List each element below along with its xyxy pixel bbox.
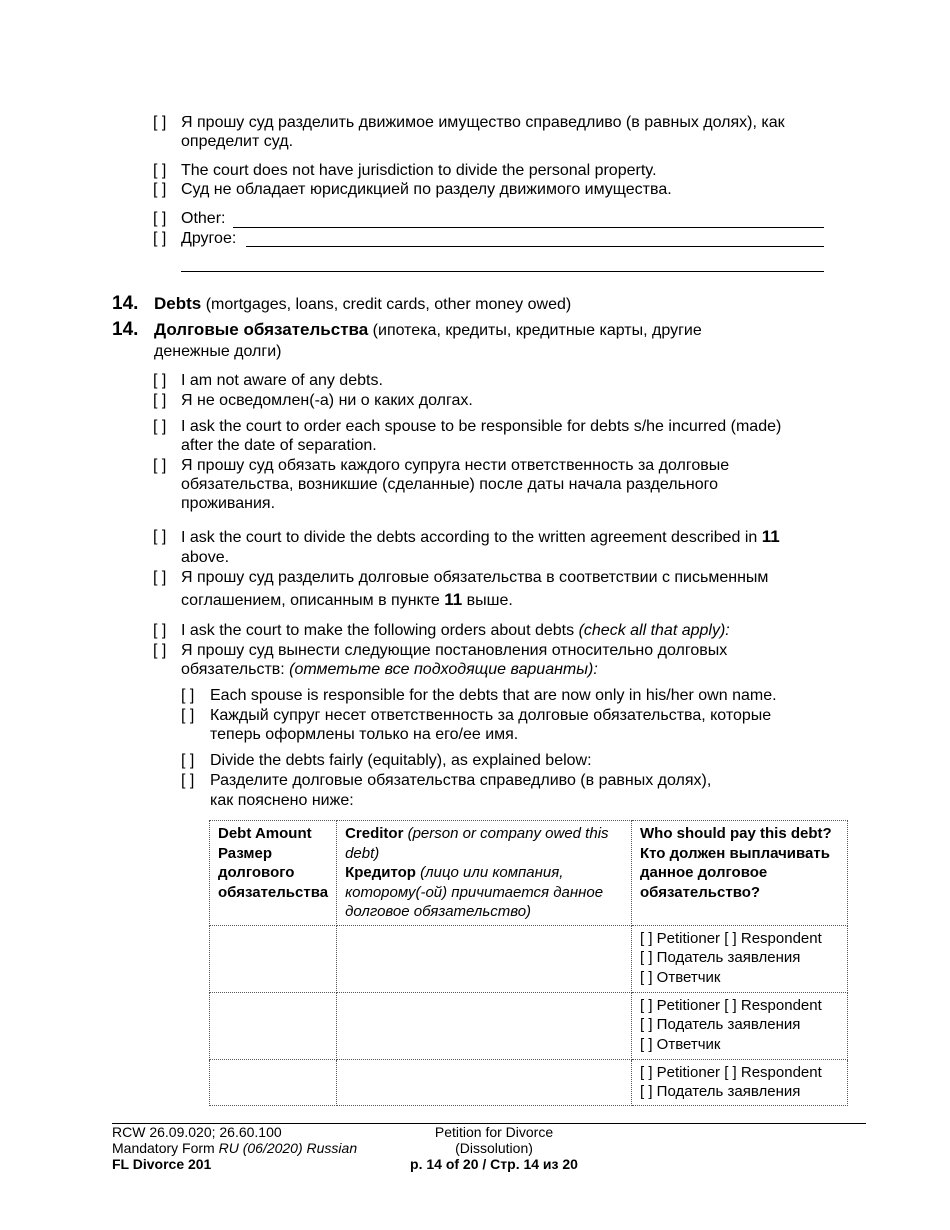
footer-page-number: p. 14 of 20 / Стр. 14 из 20 bbox=[410, 1156, 578, 1172]
agreement-ref-en: 11 bbox=[761, 527, 780, 546]
table-row bbox=[210, 1059, 848, 1105]
orders-en-note: (check all that apply): bbox=[578, 622, 730, 639]
agreement-ref-ru: 11 bbox=[444, 590, 463, 609]
orders-ru-text: обязательств: bbox=[181, 661, 285, 678]
header-creditor-ru-note: (лицо или компания, которому(-ой) причитается данное долговое обязательство) bbox=[345, 864, 604, 920]
creditor-cell[interactable] bbox=[337, 925, 632, 992]
each-spouse-ru-line2: обязательства, возникшие (сделанные) после даты начала раздельного bbox=[181, 476, 719, 493]
agreement-ru-text: соглашением, описанным в пункте bbox=[181, 592, 440, 609]
section-14-title-ru-bold: Долговые обязательства bbox=[154, 320, 369, 339]
other-label-en: Other: bbox=[181, 210, 226, 227]
agreement-en-line1 bbox=[181, 527, 780, 548]
debt-amount-cell[interactable] bbox=[210, 992, 337, 1059]
section-14-title-en-bold: Debts bbox=[154, 294, 202, 313]
header-who-pays-line3: данное долговое bbox=[640, 864, 768, 881]
orders-ru-line2 bbox=[181, 660, 598, 680]
checkbox-orders-en[interactable]: [ ] bbox=[153, 622, 167, 639]
header-debt-amount-line4: обязательства bbox=[218, 883, 329, 901]
footer-rcw: RCW 26.09.020; 26.60.100 bbox=[112, 1124, 282, 1140]
each-spouse-ru-line3: проживания. bbox=[181, 495, 276, 512]
agreement-ru-line2 bbox=[181, 590, 513, 611]
creditor-cell[interactable] bbox=[337, 992, 632, 1059]
other-input-extra-line[interactable] bbox=[181, 271, 824, 272]
each-spouse-ru-line1: Я прошу суд обязать каждого супруга нести ответственность за долговые bbox=[181, 457, 730, 474]
orders-ru-line1: Я прошу суд вынести следующие постановления относительно долговых bbox=[181, 642, 728, 659]
checkbox-other-en[interactable]: [ ] bbox=[153, 210, 167, 227]
agreement-en-line2: above. bbox=[181, 549, 230, 566]
other-input-en[interactable] bbox=[233, 227, 824, 228]
no-jurisdiction-ru: Суд не обладает юрисдикцией по разделу движимого имущества. bbox=[181, 181, 672, 198]
debt-table bbox=[209, 820, 848, 1106]
own-name-ru-line1: Каждый супруг несет ответственность за долговые обязательства, которые bbox=[210, 707, 772, 724]
section-14-number-en: 14. bbox=[112, 293, 139, 314]
divide-fairly-ru-line1: Разделите долговые обязательства справедливо (в равных долях), bbox=[210, 772, 712, 789]
divide-fairly-ru-line2: как пояснено ниже: bbox=[210, 792, 354, 809]
debt-amount-cell[interactable] bbox=[210, 925, 337, 992]
own-name-ru-line2: теперь оформлены только на его/ее имя. bbox=[210, 726, 519, 743]
header-who-pays-line2: Кто должен выплачивать bbox=[640, 844, 830, 862]
checkbox-each-spouse-ru[interactable]: [ ] bbox=[153, 457, 167, 474]
who-pays-cell bbox=[632, 992, 848, 1059]
checkbox-orders-ru[interactable]: [ ] bbox=[153, 642, 167, 659]
divide-fairly-en: Divide the debts fairly (equitably), as explained below: bbox=[210, 752, 592, 769]
header-creditor-en: Creditor bbox=[345, 825, 404, 842]
header-debt-amount-line2: Размер bbox=[218, 844, 273, 862]
footer-mandatory-version: RU (06/2020) Russian bbox=[218, 1140, 358, 1156]
section-14-title-ru bbox=[154, 319, 702, 342]
option-petitioner-ru[interactable]: [ ] Податель заявления bbox=[640, 1016, 801, 1033]
section-14-subtitle-en: (mortgages, loans, credit cards, other money owed) bbox=[205, 296, 572, 313]
footer-mandatory-text: Mandatory Form bbox=[112, 1140, 215, 1156]
footer-left bbox=[112, 1124, 357, 1172]
other-label-ru: Другое: bbox=[181, 230, 237, 247]
section-14-subtitle-ru-line2: денежные долги) bbox=[154, 343, 282, 360]
agreement-ru-line1: Я прошу суд разделить долговые обязательства в соответствии с письменным bbox=[181, 569, 769, 586]
checkbox-no-jurisdiction-ru[interactable]: [ ] bbox=[153, 181, 167, 198]
table-row bbox=[210, 992, 848, 1059]
orders-en bbox=[181, 621, 730, 641]
section-14-subtitle-ru-line1: (ипотека, кредиты, кредитные карты, другие bbox=[372, 322, 702, 339]
checkbox-own-name-en[interactable]: [ ] bbox=[181, 687, 195, 704]
checkbox-own-name-ru[interactable]: [ ] bbox=[181, 707, 195, 724]
orders-ru-note: (отметьте все подходящие варианты): bbox=[289, 661, 598, 678]
checkbox-divide-fairly-ru[interactable]: [ ] bbox=[181, 772, 195, 789]
header-who-pays-line4: обязательство? bbox=[640, 883, 761, 901]
who-pays-cell bbox=[632, 1059, 848, 1105]
table-row bbox=[210, 925, 848, 992]
option-respondent-ru[interactable]: [ ] Ответчик bbox=[640, 1035, 721, 1053]
checkbox-not-aware-en[interactable]: [ ] bbox=[153, 372, 167, 389]
checkbox-agreement-en[interactable]: [ ] bbox=[153, 528, 167, 545]
divide-property-ru-line2: определит суд. bbox=[181, 133, 294, 150]
debt-table-header bbox=[210, 821, 848, 926]
not-aware-en: I am not aware of any debts. bbox=[181, 372, 383, 389]
option-petitioner-ru[interactable]: [ ] Податель заявления bbox=[640, 1083, 801, 1100]
header-who-pays-line1: Who should pay this debt? bbox=[640, 825, 832, 842]
section-14-title-en bbox=[154, 293, 571, 316]
header-debt-amount-line1: Debt Amount bbox=[218, 825, 312, 842]
header-creditor-en-note: (person or company owed this debt) bbox=[345, 825, 609, 862]
checkbox-each-spouse-en[interactable]: [ ] bbox=[153, 418, 167, 435]
each-spouse-en-line1: I ask the court to order each spouse to be responsible for debts s/he incurred (made) bbox=[181, 418, 782, 435]
option-petitioner-ru[interactable]: [ ] Податель заявления bbox=[640, 949, 801, 966]
checkbox-agreement-ru[interactable]: [ ] bbox=[153, 569, 167, 586]
checkbox-not-aware-ru[interactable]: [ ] bbox=[153, 392, 167, 409]
option-petitioner-respondent[interactable]: [ ] Petitioner [ ] Respondent bbox=[640, 996, 822, 1014]
checkbox-divide-property-ru[interactable]: [ ] bbox=[153, 114, 167, 131]
footer-center bbox=[394, 1124, 594, 1172]
checkbox-divide-fairly-en[interactable]: [ ] bbox=[181, 752, 195, 769]
option-petitioner-respondent[interactable]: [ ] Petitioner [ ] Respondent bbox=[640, 929, 822, 947]
section-14-number-ru: 14. bbox=[112, 319, 139, 340]
not-aware-ru: Я не осведомлен(-а) ни о каких долгах. bbox=[181, 392, 473, 409]
header-creditor bbox=[337, 821, 632, 926]
footer-title-line1: Petition for Divorce bbox=[434, 1124, 554, 1140]
orders-en-text: I ask the court to make the following orders about debts bbox=[181, 622, 575, 639]
no-jurisdiction-en: The court does not have jurisdiction to divide the personal property. bbox=[181, 162, 657, 179]
agreement-en-text: I ask the court to divide the debts according to the written agreement described in bbox=[181, 529, 758, 546]
footer-title-line2: (Dissolution) bbox=[455, 1140, 533, 1156]
agreement-ru-after: выше. bbox=[466, 592, 513, 609]
own-name-en: Each spouse is responsible for the debts that are now only in his/her own name. bbox=[210, 687, 777, 704]
creditor-cell[interactable] bbox=[337, 1059, 632, 1105]
header-debt-amount bbox=[210, 821, 337, 926]
footer-form-id: FL Divorce 201 bbox=[112, 1156, 212, 1172]
checkbox-no-jurisdiction-en[interactable]: [ ] bbox=[153, 162, 167, 179]
option-petitioner-respondent[interactable]: [ ] Petitioner [ ] Respondent bbox=[640, 1063, 822, 1081]
option-respondent-ru[interactable]: [ ] Ответчик bbox=[640, 968, 721, 986]
who-pays-cell bbox=[632, 925, 848, 992]
other-input-ru[interactable] bbox=[246, 246, 824, 247]
divide-property-ru-line1: Я прошу суд разделить движимое имущество справедливо (в равных долях), как bbox=[181, 114, 785, 131]
header-creditor-ru: Кредитор bbox=[345, 864, 416, 881]
footer-mandatory bbox=[112, 1140, 357, 1156]
each-spouse-en-line2: after the date of separation. bbox=[181, 437, 377, 454]
checkbox-other-ru[interactable]: [ ] bbox=[153, 230, 167, 247]
debt-amount-cell[interactable] bbox=[210, 1059, 337, 1105]
header-who-pays bbox=[632, 821, 848, 926]
header-debt-amount-line3: долгового bbox=[218, 864, 295, 881]
